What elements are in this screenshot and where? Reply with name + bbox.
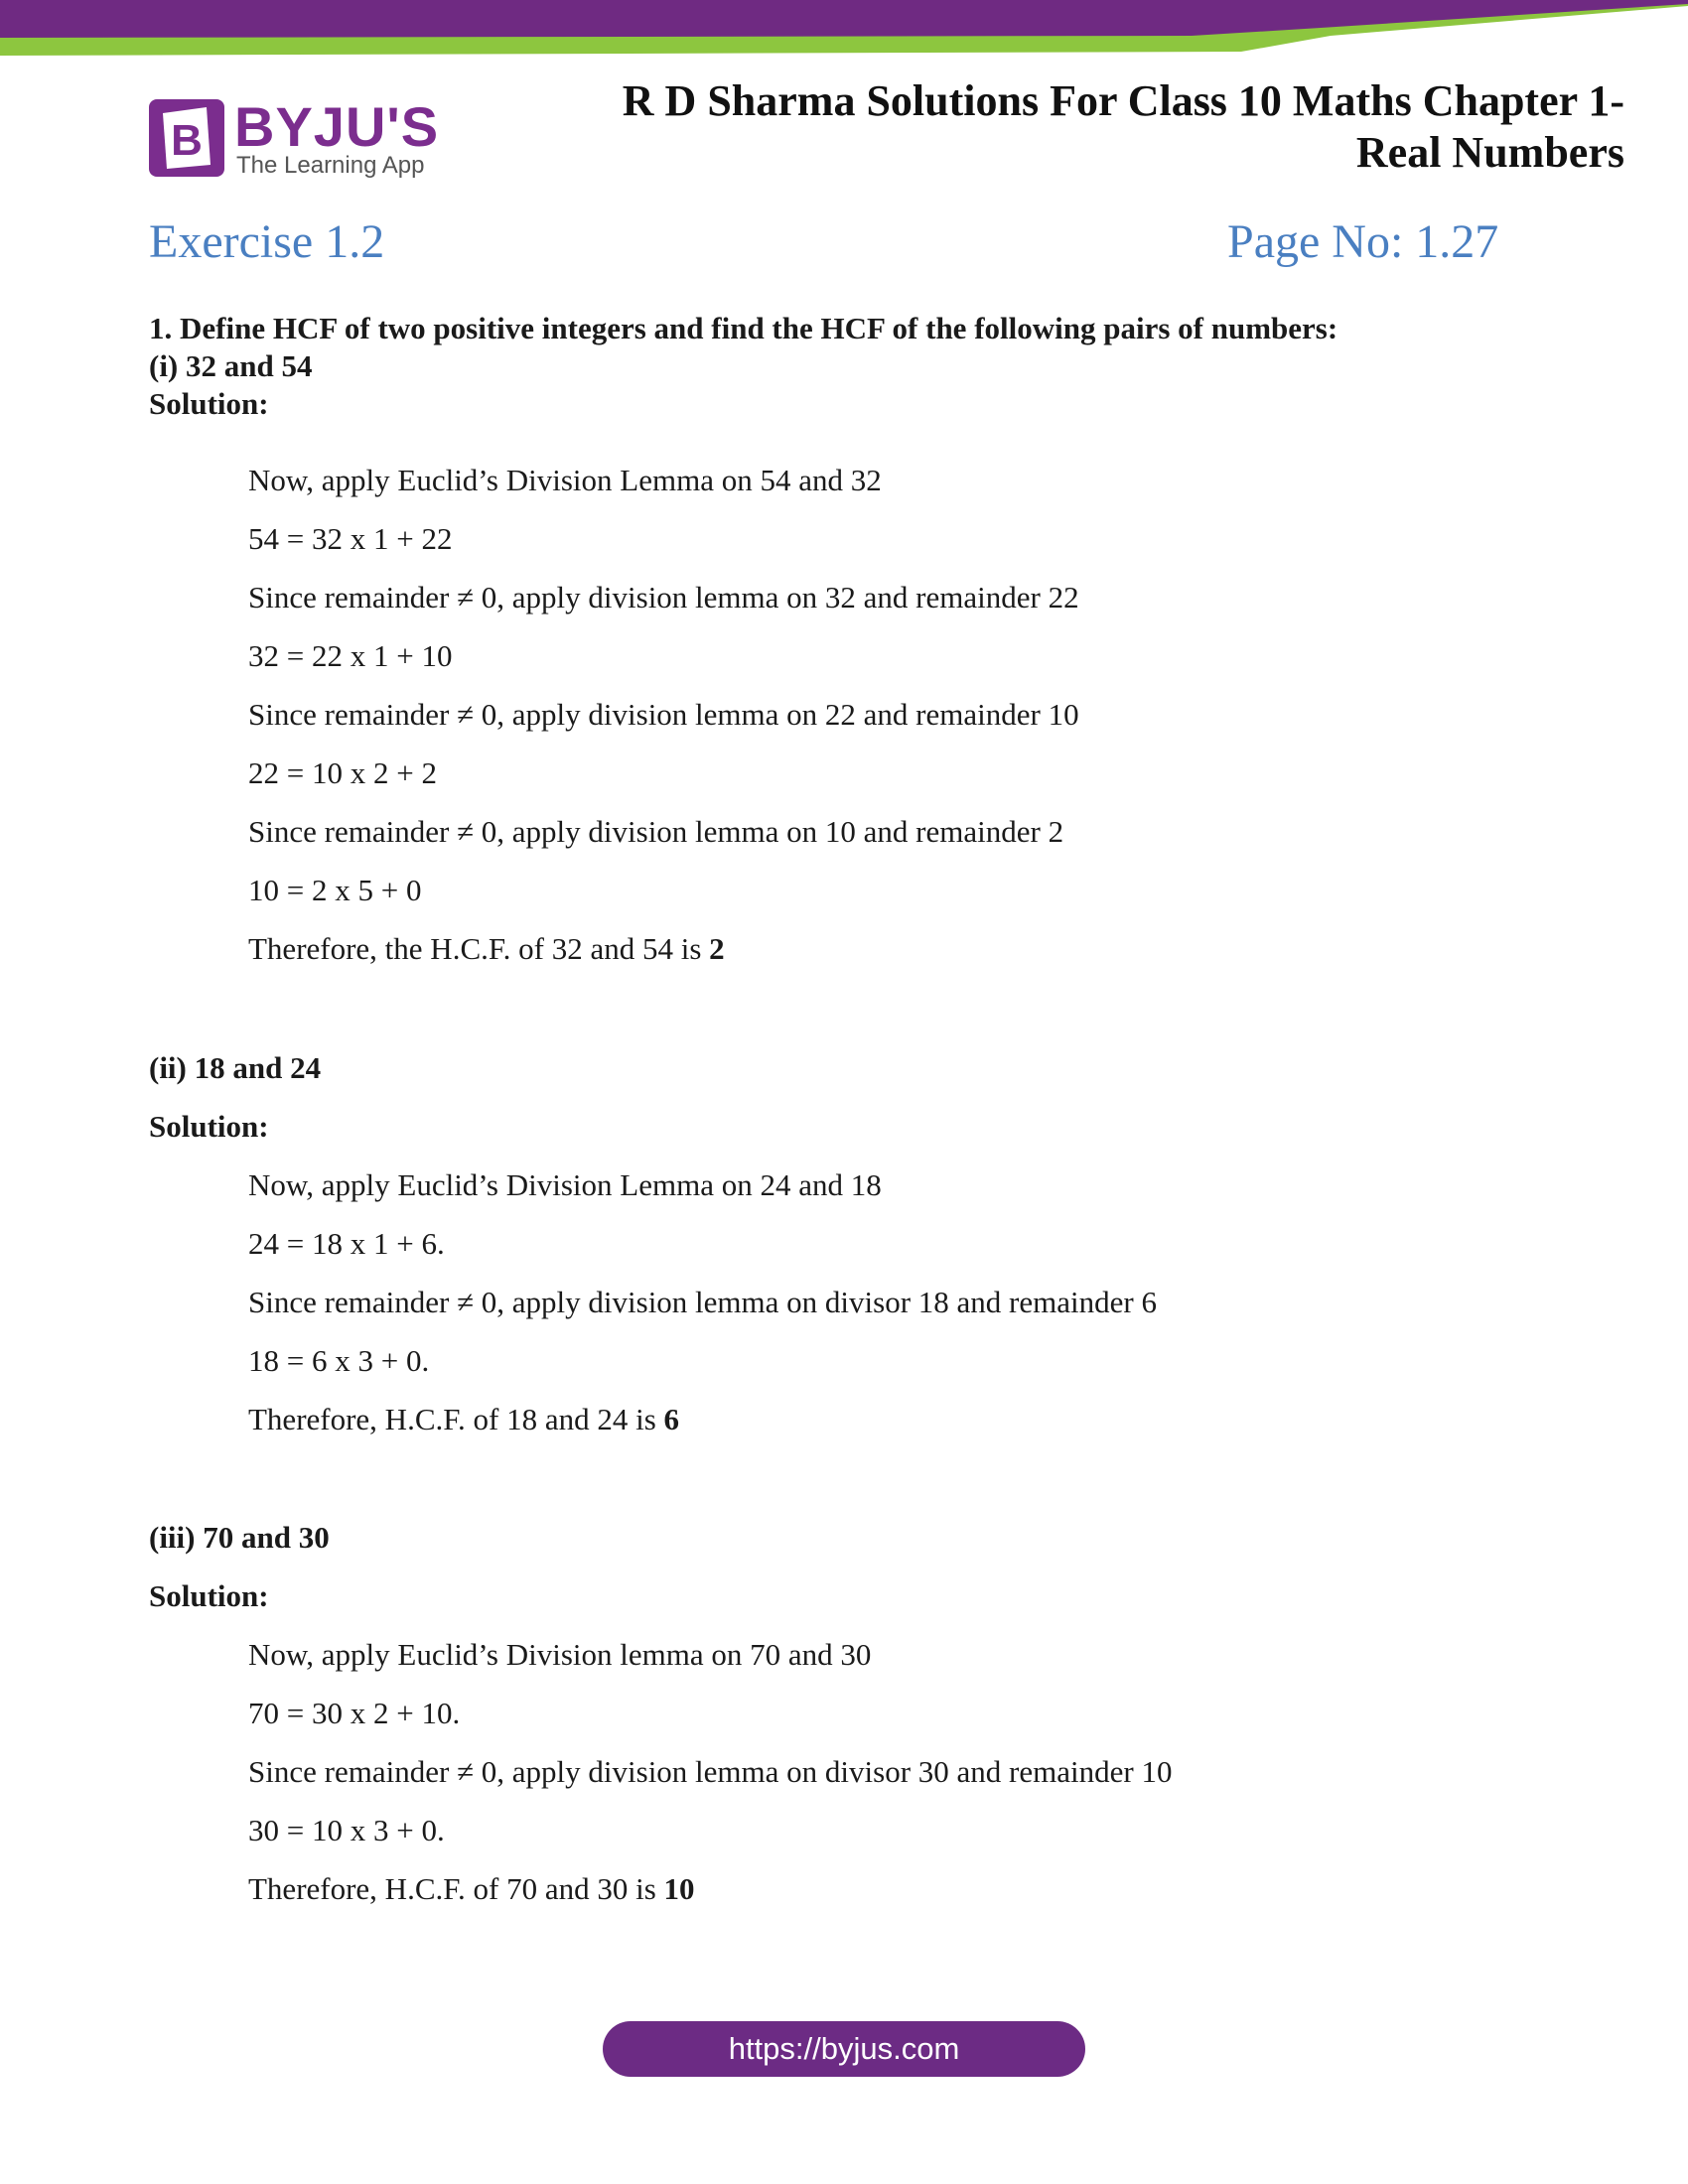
logo-wordmark: BYJU'S	[234, 95, 440, 158]
footer-url-link[interactable]: https://byjus.com	[603, 2021, 1085, 2077]
solution-step: 22 = 10 x 2 + 2	[248, 755, 437, 790]
solution-conclusion	[248, 929, 1079, 988]
solution-step: Since remainder ≠ 0, apply division lemma on divisor 18 and remainder 6	[248, 1285, 1157, 1319]
part-1-solution	[149, 461, 1079, 988]
conclusion-text: Therefore, H.C.F. of 70 and 30 is	[248, 1871, 664, 1906]
conclusion-text: Therefore, the H.C.F. of 32 and 54 is	[248, 931, 710, 966]
part-1-solution-label: Solution:	[149, 386, 269, 421]
solution-step: 70 = 30 x 2 + 10.	[248, 1696, 461, 1730]
hcf-answer: 2	[709, 931, 725, 966]
solution-step: Since remainder ≠ 0, apply division lemma on 10 and remainder 2	[248, 814, 1064, 849]
byjus-logo	[149, 95, 440, 179]
solution-step: Since remainder ≠ 0, apply division lemma on 22 and remainder 10	[248, 697, 1079, 732]
logo-tagline: The Learning App	[236, 152, 425, 179]
part-1-title: (i) 32 and 54	[149, 348, 313, 383]
document-title	[582, 75, 1624, 179]
hcf-answer: 10	[663, 1871, 695, 1906]
solution-conclusion	[248, 1869, 1172, 1928]
solution-step: Now, apply Euclid’s Division lemma on 70 and 30	[248, 1637, 872, 1672]
solution-step: Now, apply Euclid’s Division Lemma on 24 and 18	[248, 1167, 882, 1202]
document-title-line-1: R D Sharma Solutions For Class 10 Maths Chapter 1-	[622, 76, 1624, 125]
logo-letter: B	[171, 116, 203, 165]
solution-step: Since remainder ≠ 0, apply division lemma on divisor 30 and remainder 10	[248, 1754, 1173, 1789]
solution-step: 54 = 32 x 1 + 22	[248, 521, 453, 556]
solution-step: 30 = 10 x 3 + 0.	[248, 1813, 445, 1847]
solution-step: 32 = 22 x 1 + 10	[248, 638, 453, 673]
part-3-solution	[149, 1518, 1172, 1928]
logo-mark	[149, 99, 224, 177]
page-number: Page No: 1.27	[1227, 215, 1499, 268]
part-3-solution-label: Solution:	[149, 1578, 269, 1613]
solution-step: Since remainder ≠ 0, apply division lemma on 32 and remainder 22	[248, 580, 1079, 614]
question-heading	[149, 310, 1337, 423]
solution-step: 18 = 6 x 3 + 0.	[248, 1343, 430, 1378]
solution-step: Now, apply Euclid’s Division Lemma on 54 and 32	[248, 463, 882, 497]
top-decorative-band	[0, 0, 1688, 60]
part-2-solution	[149, 1048, 1157, 1458]
conclusion-text: Therefore, H.C.F. of 18 and 24 is	[248, 1402, 664, 1436]
question-text: 1. Define HCF of two positive integers and find the HCF of the following pairs of numbers:	[149, 311, 1338, 345]
part-3-title: (iii) 70 and 30	[149, 1520, 330, 1555]
part-2-solution-label: Solution:	[149, 1109, 269, 1144]
solution-step: 24 = 18 x 1 + 6.	[248, 1226, 445, 1261]
exercise-label: Exercise 1.2	[149, 215, 385, 268]
document-title-line-2: Real Numbers	[1355, 128, 1624, 177]
hcf-answer: 6	[663, 1402, 680, 1436]
solution-step: 10 = 2 x 5 + 0	[248, 873, 422, 907]
solution-conclusion	[248, 1400, 1157, 1458]
part-2-title: (ii) 18 and 24	[149, 1050, 322, 1085]
